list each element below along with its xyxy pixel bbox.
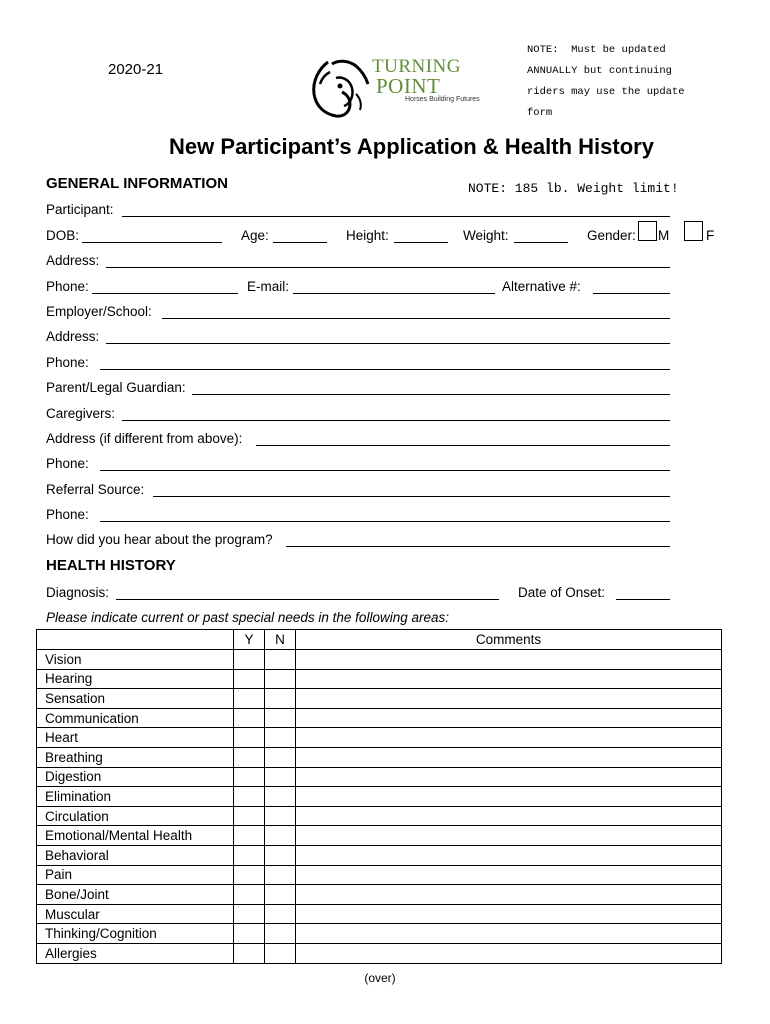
comments-cell[interactable] <box>296 806 722 826</box>
yes-cell[interactable] <box>234 689 265 709</box>
yes-cell[interactable] <box>234 669 265 689</box>
yes-cell[interactable] <box>234 787 265 807</box>
referral-source-label: Referral Source: <box>46 482 145 497</box>
employer-label: Employer/School: <box>46 304 152 319</box>
yes-cell[interactable] <box>234 650 265 670</box>
no-cell[interactable] <box>265 787 296 807</box>
employer-address-label: Address: <box>46 329 100 344</box>
no-cell[interactable] <box>265 904 296 924</box>
yes-cell[interactable] <box>234 904 265 924</box>
special-needs-instruction: Please indicate current or past special needs in the following areas: <box>46 610 449 625</box>
hear-about-label: How did you hear about the program? <box>46 532 273 547</box>
comments-cell[interactable] <box>296 943 722 963</box>
comments-cell[interactable] <box>296 845 722 865</box>
note-line: NOTE: Must be updated <box>527 44 666 56</box>
comments-cell[interactable] <box>296 767 722 787</box>
table-row <box>37 728 722 748</box>
alternate-address-field[interactable] <box>256 445 670 446</box>
table-row <box>37 806 722 826</box>
table-row <box>37 943 722 963</box>
yes-cell[interactable] <box>234 747 265 767</box>
page-title: New Participant’s Application & Health History <box>169 134 654 159</box>
phone-label: Phone: <box>46 279 89 294</box>
no-cell[interactable] <box>265 806 296 826</box>
gender-label: Gender: <box>587 228 636 243</box>
diagnosis-label: Diagnosis: <box>46 585 110 600</box>
no-column-header: N <box>265 630 296 650</box>
alternative-phone-label: Alternative #: <box>502 279 581 294</box>
table-row <box>37 845 722 865</box>
comments-cell[interactable] <box>296 747 722 767</box>
email-label: E-mail: <box>247 279 290 294</box>
alternative-phone-field[interactable] <box>593 293 670 294</box>
gender-f-checkbox[interactable] <box>684 221 703 241</box>
height-field[interactable] <box>394 242 448 243</box>
logo-tagline: Horses Building Futures <box>405 96 480 103</box>
comments-cell[interactable] <box>296 689 722 709</box>
school-year: 2020-21 <box>108 61 164 78</box>
comments-cell[interactable] <box>296 708 722 728</box>
date-of-onset-label: Date of Onset: <box>518 585 606 600</box>
yes-cell[interactable] <box>234 728 265 748</box>
no-cell[interactable] <box>265 708 296 728</box>
comments-cell[interactable] <box>296 885 722 905</box>
no-cell[interactable] <box>265 669 296 689</box>
area-label: Emotional/Mental Health <box>37 826 234 846</box>
yes-cell[interactable] <box>234 708 265 728</box>
table-row <box>37 885 722 905</box>
no-cell[interactable] <box>265 767 296 787</box>
alternate-address-label: Address (if different from above): <box>46 431 243 446</box>
table-row <box>37 669 722 689</box>
comments-column-header: Comments <box>296 630 722 650</box>
note-line: ANNUALLY but continuing <box>527 65 672 77</box>
table-header-row <box>37 630 722 650</box>
area-label: Vision <box>37 650 234 670</box>
referral-phone-label: Phone: <box>46 507 89 522</box>
comments-cell[interactable] <box>296 669 722 689</box>
comments-cell[interactable] <box>296 787 722 807</box>
table-row <box>37 708 722 728</box>
area-label: Allergies <box>37 943 234 963</box>
note-line: form <box>527 107 553 119</box>
yes-cell[interactable] <box>234 806 265 826</box>
guardian-field[interactable] <box>192 394 670 395</box>
guardian-label: Parent/Legal Guardian: <box>46 380 186 395</box>
no-cell[interactable] <box>265 924 296 944</box>
comments-cell[interactable] <box>296 904 722 924</box>
logo-word-turning: TURNING <box>372 56 461 77</box>
alternate-phone-field[interactable] <box>100 470 670 471</box>
yes-cell[interactable] <box>234 845 265 865</box>
referral-source-field[interactable] <box>153 496 670 497</box>
no-cell[interactable] <box>265 650 296 670</box>
area-label: Bone/Joint <box>37 885 234 905</box>
weight-limit-note: NOTE: 185 lb. Weight limit! <box>468 181 679 196</box>
age-field[interactable] <box>273 242 327 243</box>
note-line: riders may use the update <box>527 86 685 98</box>
table-row <box>37 826 722 846</box>
employer-address-field[interactable] <box>106 343 670 344</box>
weight-label: Weight: <box>463 228 509 243</box>
area-label: Behavioral <box>37 845 234 865</box>
no-cell[interactable] <box>265 865 296 885</box>
area-label: Heart <box>37 728 234 748</box>
gender-f-label: F <box>706 228 715 243</box>
phone-field[interactable] <box>92 293 238 294</box>
yes-cell[interactable] <box>234 943 265 963</box>
no-cell[interactable] <box>265 826 296 846</box>
turning-point-logo <box>306 54 480 122</box>
no-cell[interactable] <box>265 943 296 963</box>
horse-head-icon <box>306 54 376 122</box>
employer-phone-field[interactable] <box>100 369 670 370</box>
comments-cell[interactable] <box>296 826 722 846</box>
comments-cell[interactable] <box>296 865 722 885</box>
no-cell[interactable] <box>265 689 296 709</box>
comments-cell[interactable] <box>296 924 722 944</box>
caregivers-field[interactable] <box>122 420 670 421</box>
participant-field[interactable] <box>122 216 670 217</box>
height-label: Height: <box>346 228 389 243</box>
participant-label: Participant: <box>46 202 114 217</box>
area-label: Elimination <box>37 787 234 807</box>
table-row <box>37 747 722 767</box>
comments-cell[interactable] <box>296 728 722 748</box>
dob-label: DOB: <box>46 228 80 243</box>
age-label: Age: <box>241 228 269 243</box>
referral-phone-field[interactable] <box>100 521 670 522</box>
yes-cell[interactable] <box>234 826 265 846</box>
yes-cell[interactable] <box>234 924 265 944</box>
gender-m-label: M <box>658 228 670 243</box>
table-row <box>37 767 722 787</box>
table-row <box>37 924 722 944</box>
weight-field[interactable] <box>514 242 568 243</box>
diagnosis-field[interactable] <box>116 599 499 600</box>
logo-word-point: POINT <box>376 74 441 98</box>
area-label: Circulation <box>37 806 234 826</box>
dob-field[interactable] <box>82 242 222 243</box>
yes-cell[interactable] <box>234 885 265 905</box>
table-row <box>37 904 722 924</box>
area-label: Breathing <box>37 747 234 767</box>
area-label: Thinking/Cognition <box>37 924 234 944</box>
table-row <box>37 650 722 670</box>
yes-cell[interactable] <box>234 767 265 787</box>
area-label: Pain <box>37 865 234 885</box>
address-field[interactable] <box>106 267 670 268</box>
yes-cell[interactable] <box>234 865 265 885</box>
employer-field[interactable] <box>162 318 670 319</box>
no-cell[interactable] <box>265 885 296 905</box>
health-history-heading: HEALTH HISTORY <box>46 557 176 574</box>
area-column-header <box>37 630 234 650</box>
employer-phone-label: Phone: <box>46 355 89 370</box>
comments-cell[interactable] <box>296 650 722 670</box>
area-label: Digestion <box>37 767 234 787</box>
alternate-phone-label: Phone: <box>46 456 89 471</box>
general-information-heading: GENERAL INFORMATION <box>46 175 228 192</box>
area-label: Communication <box>37 708 234 728</box>
hear-about-field[interactable] <box>286 546 670 547</box>
special-needs-table <box>36 629 722 964</box>
yes-column-header: Y <box>234 630 265 650</box>
area-label: Sensation <box>37 689 234 709</box>
table-row <box>37 787 722 807</box>
page-footer-over: (over) <box>364 971 396 985</box>
table-row <box>37 689 722 709</box>
no-cell[interactable] <box>265 728 296 748</box>
no-cell[interactable] <box>265 747 296 767</box>
area-label: Muscular <box>37 904 234 924</box>
update-note <box>527 40 685 124</box>
address-label: Address: <box>46 253 100 268</box>
gender-m-checkbox[interactable] <box>638 221 657 241</box>
table-row <box>37 865 722 885</box>
caregivers-label: Caregivers: <box>46 406 116 421</box>
no-cell[interactable] <box>265 845 296 865</box>
email-field[interactable] <box>293 293 495 294</box>
date-of-onset-field[interactable] <box>616 599 670 600</box>
area-label: Hearing <box>37 669 234 689</box>
